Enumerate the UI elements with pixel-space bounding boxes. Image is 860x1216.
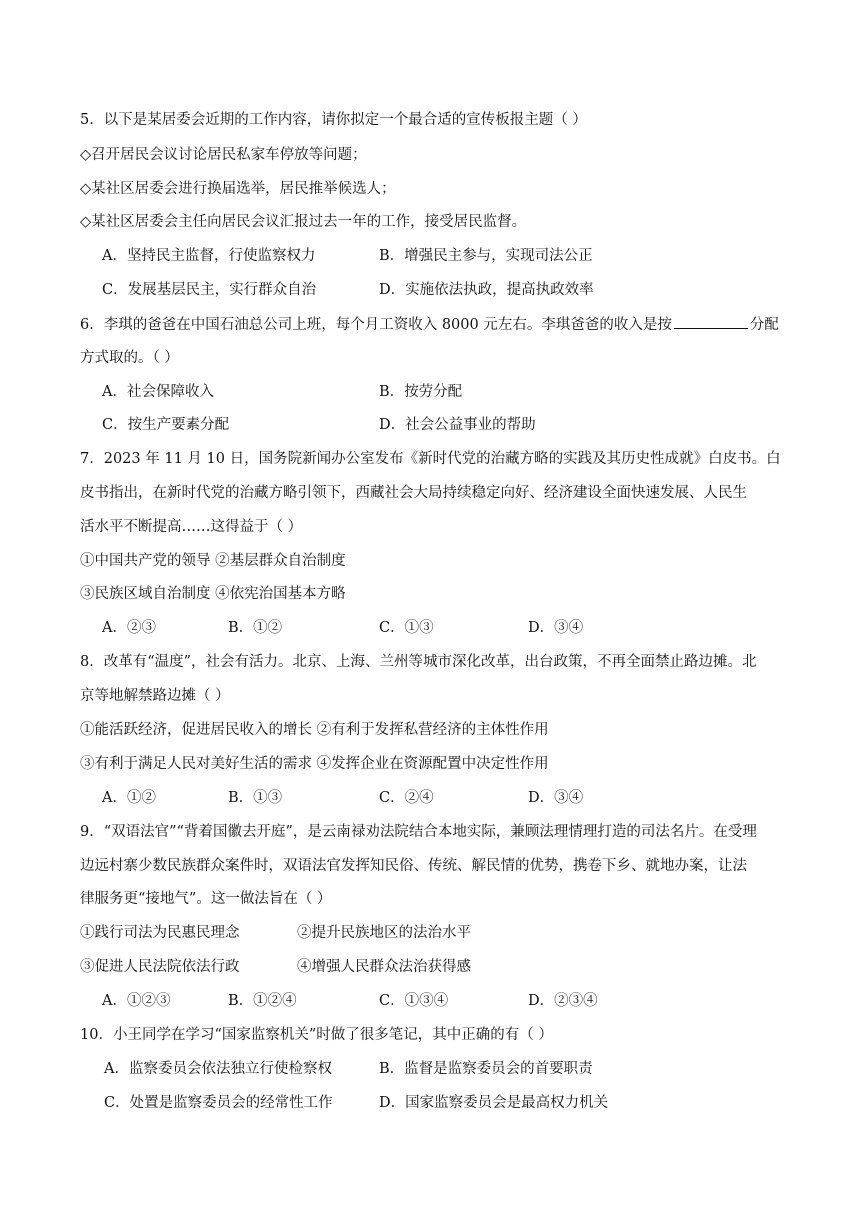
option-b[interactable]: B．①③	[228, 790, 283, 806]
question-5-item: ◇召开居民会议讨论居民私家车停放等问题；	[80, 147, 367, 163]
question-5-item: ◇某社区居委会进行换届选举，居民推举候选人；	[80, 181, 396, 197]
question-6-stem-tail: 分配	[749, 317, 779, 333]
option-c[interactable]: C．①③	[379, 620, 434, 636]
option-c[interactable]: C．①③④	[379, 993, 449, 1009]
option-d[interactable]: D．实施依法执政，提高执政效率	[379, 282, 594, 298]
question-5-item: ◇某社区居委会主任向居民会议汇报过去一年的工作，接受居民监督。	[80, 214, 527, 230]
question-6-stem-text: 6．李琪的爸爸在中国石油总公司上班，每个月工资收入 8000 元左右。李琪爸爸的收入是按	[80, 317, 672, 333]
question-8-stem: 京等地解禁路边摊（ ）	[80, 688, 230, 704]
option-c[interactable]: C．发展基层民主，实行群众自治	[102, 282, 317, 298]
question-9-stem: 律服务更“接地气”。这一做法旨在（ ）	[80, 891, 332, 907]
question-7-stem: 活水平不断提高……这得益于（ ）	[80, 519, 303, 535]
question-9-stem: 9．“双语法官”“背着国徽去开庭”，是云南禄劝法院结合本地实际，兼顾法理情理打造的司法名片。在受理	[80, 824, 757, 840]
option-b[interactable]: B．监督是监察委员会的首要职责	[379, 1061, 593, 1077]
question-8-statements: ①能活跃经济，促进居民收入的增长 ②有利于发挥私营经济的主体性作用	[80, 722, 549, 738]
option-b[interactable]: B．按劳分配	[379, 384, 463, 400]
option-a[interactable]: A．社会保障收入	[102, 384, 214, 400]
question-6-stem	[80, 314, 779, 335]
question-8-statements: ③有利于满足人民对美好生活的需求 ④发挥企业在资源配置中决定性作用	[80, 756, 549, 772]
option-a[interactable]: A．坚持民主监督，行使监察权力	[102, 248, 316, 264]
question-7-statements: ①中国共产党的领导 ②基层群众自治制度	[80, 553, 346, 569]
statement-2: ②提升民族地区的法治水平	[297, 925, 471, 941]
question-9-stem: 边远村寨少数民族群众案件时，双语法官发挥知民俗、传统、解民情的优势，携卷下乡、就地办案，让法	[80, 858, 747, 874]
option-c[interactable]: C．处置是监察委员会的经常性工作	[104, 1095, 333, 1111]
question-5-stem: 5．以下是某居委会近期的工作内容，请你拟定一个最合适的宣传板报主题（ ）	[80, 112, 587, 128]
question-7-statements: ③民族区域自治制度 ④依宪治国基本方略	[80, 586, 346, 602]
option-c[interactable]: C．②④	[379, 790, 434, 806]
statement-4: ④增强人民群众法治获得感	[297, 959, 471, 975]
question-6-stem-cont: 方式取的。（ ）	[80, 350, 179, 366]
statement-1: ①践行司法为民惠民理念	[80, 925, 240, 941]
option-b[interactable]: B．①②	[228, 620, 283, 636]
option-d[interactable]: D．国家监察委员会是最高权力机关	[379, 1095, 609, 1111]
question-7-stem: 7．2023 年 11 月 10 日，国务院新闻办公室发布《新时代党的治藏方略的实践及其历史性成就》白皮书。白	[80, 451, 781, 467]
option-a[interactable]: A．监察委员会依法独立行使检察权	[104, 1061, 332, 1077]
option-d[interactable]: D．③④	[528, 790, 584, 806]
option-a[interactable]: A．①②	[102, 790, 156, 806]
option-d[interactable]: D．社会公益事业的帮助	[379, 417, 536, 433]
option-b[interactable]: B．增强民主参与，实现司法公正	[379, 248, 593, 264]
question-8-stem: 8．改革有“温度”，社会有活力。北京、上海、兰州等城市深化改革，出台政策，不再全面禁止路边摊。北	[80, 654, 757, 670]
question-10-stem: 10．小王同学在学习“国家监察机关”时做了很多笔记，其中正确的有（ ）	[80, 1027, 553, 1043]
option-b[interactable]: B．①②④	[228, 993, 297, 1009]
option-d[interactable]: D．③④	[528, 620, 584, 636]
answer-blank[interactable]	[674, 314, 748, 329]
option-d[interactable]: D．②③④	[528, 993, 598, 1009]
option-a[interactable]: A．②③	[102, 620, 156, 636]
option-a[interactable]: A．①②③	[102, 993, 171, 1009]
question-7-stem: 皮书指出，在新时代党的治藏方略引领下，西藏社会大局持续稳定向好、经济建设全面快速发展、人民生	[80, 485, 747, 501]
option-c[interactable]: C．按生产要素分配	[102, 417, 230, 433]
statement-3: ③促进人民法院依法行政	[80, 959, 240, 975]
